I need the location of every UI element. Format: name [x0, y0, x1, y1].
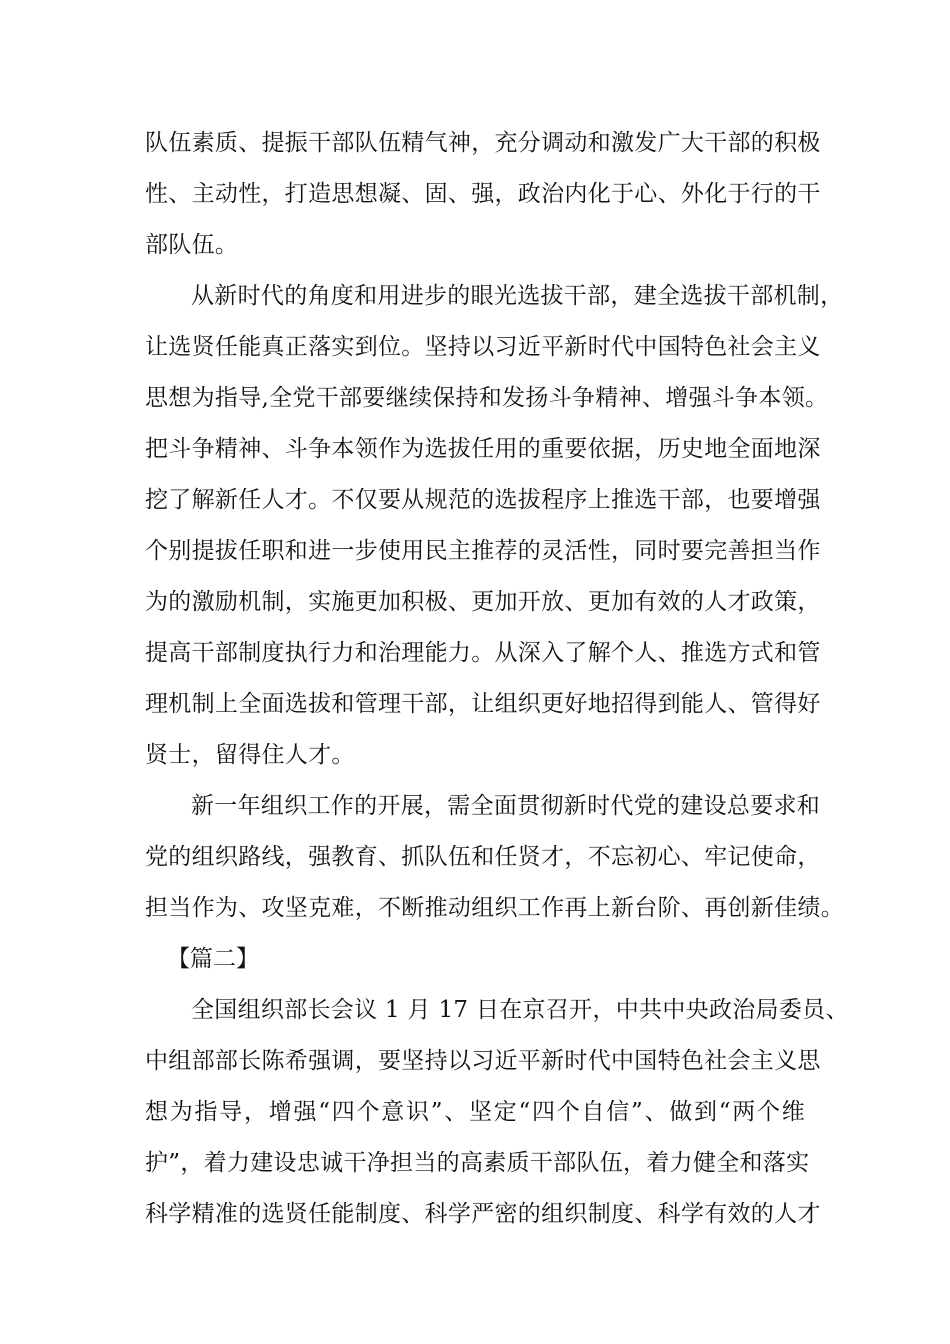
- text-line: 部队伍。: [145, 232, 239, 258]
- text-line: 全国组织部长会议 1 月 17 日在京召开，中共中央政治局委员、: [191, 997, 849, 1023]
- text-line: 把斗争精神、斗争本领作为选拔任用的重要依据，历史地全面地深: [145, 436, 821, 462]
- section-heading: 【篇二】: [167, 946, 259, 972]
- text-line: 性、主动性，打造思想凝、固、强，政治内化于心、外化于行的干: [145, 181, 821, 207]
- text-line: 理机制上全面选拔和管理干部，让组织更好地招得到能人、管得好: [145, 691, 821, 717]
- text-line: 为的激励机制，实施更加积极、更加开放、更加有效的人才政策，: [145, 589, 821, 615]
- paragraph-4: [145, 985, 849, 1240]
- text-line: 挖了解新任人才。不仅要从规范的选拔程序上推选干部，也要增强: [145, 487, 821, 513]
- document-page: [145, 118, 849, 1240]
- text-line: 新一年组织工作的开展，需全面贯彻新时代党的建设总要求和: [191, 793, 821, 819]
- text-line: 提高干部制度执行力和治理能力。从深入了解个人、推选方式和管: [145, 640, 821, 666]
- text-line: 从新时代的角度和用进步的眼光选拔干部，建全选拔干部机制，: [191, 283, 844, 309]
- text-line: 贤士，留得住人才。: [145, 742, 355, 768]
- paragraph-3: [145, 781, 844, 934]
- text-line: 想为指导，增强“四个意识”、坚定“四个自信”、做到“两个维: [145, 1099, 805, 1125]
- text-line: 个别提拔任职和进一步使用民主推荐的灵活性，同时要完善担当作: [145, 538, 821, 564]
- text-line: 担当作为、攻坚克难，不断推动组织工作再上新台阶、再创新佳绩。: [145, 895, 844, 921]
- text-line: 让选贤任能真正落实到位。坚持以习近平新时代中国特色社会主义: [145, 334, 821, 360]
- text-line: 护”，着力建设忠诚干净担当的高素质干部队伍，着力健全和落实: [145, 1150, 810, 1176]
- paragraph-1: [145, 118, 821, 271]
- text-line: 思想为指导,全党干部要继续保持和发扬斗争精神、增强斗争本领。: [145, 385, 829, 411]
- text-line: 党的组织路线，强教育、抓队伍和任贤才，不忘初心、牢记使命，: [145, 844, 821, 870]
- text-line: 科学精准的选贤任能制度、科学严密的组织制度、科学有效的人才: [145, 1201, 821, 1227]
- paragraph-2: [145, 271, 844, 781]
- text-line: 队伍素质、提振干部队伍精气神，充分调动和激发广大干部的积极: [145, 130, 821, 156]
- text-line: 中组部部长陈希强调，要坚持以习近平新时代中国特色社会主义思: [145, 1048, 821, 1074]
